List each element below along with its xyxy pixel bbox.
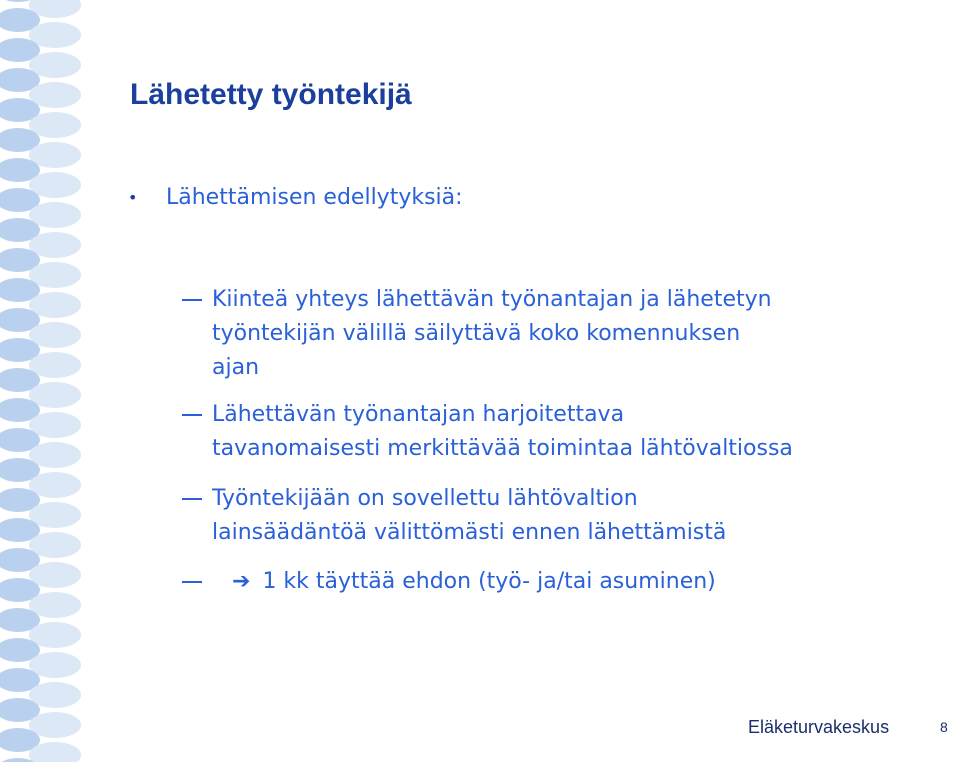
bullet-dot-icon: •: [128, 188, 138, 207]
dash-icon: [182, 414, 202, 416]
decorative-ovals-pattern: [0, 0, 100, 762]
dash-icon: [182, 581, 202, 583]
list-item: [182, 482, 952, 550]
slide-title: Lähetetty työntekijä: [130, 78, 412, 111]
list-item-arrow: [182, 565, 952, 599]
dash-icon: [182, 498, 202, 500]
bullet-row: [128, 185, 463, 210]
list-item-text: Työntekijään on sovellettu lähtövaltion lainsäädäntöä välittömästi ennen lähettämistä: [212, 486, 727, 545]
list-item: [182, 398, 952, 466]
list-item-text: Lähettävän työnantajan harjoitettava tavanomaisesti merkittävää toimintaa lähtövaltiossa: [212, 402, 793, 461]
right-arrow-icon: ➔: [232, 569, 251, 594]
list-item-text: Kiinteä yhteys lähettävän työnantajan ja lähetetyn työntekijän välillä säilyttävä koko komennuksen ajan: [212, 287, 772, 380]
arrow-item-text: 1 kk täyttää ehdon (työ- ja/tai asuminen): [262, 569, 716, 594]
dash-icon: [182, 299, 202, 301]
page-number: 8: [940, 719, 948, 735]
list-item: [182, 283, 952, 385]
footer-brand: Eläketurvakeskus: [748, 717, 890, 737]
arrow-line: [212, 565, 716, 599]
bullet-heading: Lähettämisen edellytyksiä:: [166, 185, 463, 210]
